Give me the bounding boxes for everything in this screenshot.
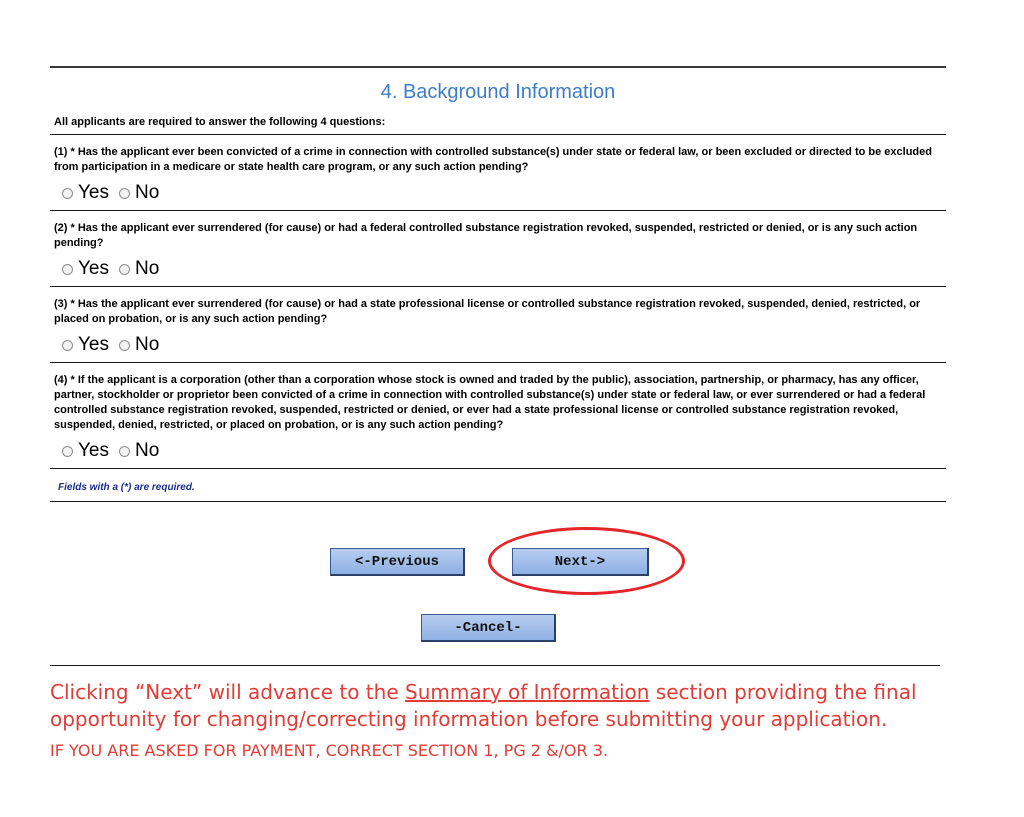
q4-no-radio[interactable] [119,446,130,457]
next-highlight-circle [488,527,685,595]
question-1-answers [54,175,942,210]
annotation-prefix: Clicking “Next” will advance to the [50,680,405,704]
q1-yes-label[interactable]: Yes [78,182,109,203]
q2-no-label[interactable]: No [135,258,160,279]
background-info-form [50,66,946,502]
q3-no-radio[interactable] [119,340,130,351]
q3-no-option[interactable] [119,334,159,356]
question-4-answers [54,433,942,468]
q3-yes-option[interactable] [62,334,109,356]
annotation-payment-warning: IF YOU ARE ASKED FOR PAYMENT, CORRECT SECTION 1, PG 2 &/OR 3. [50,741,608,760]
q4-no-label[interactable]: No [135,440,160,461]
question-3-text: (3) * Has the applicant ever surrendered (for cause) or had a state professional license or controlled substance registration revoked, suspended, denied, restricted, or placed on probation, or is any such action pending? [54,298,921,325]
q1-yes-option[interactable] [62,182,109,204]
previous-button[interactable]: <-Previous [330,548,465,576]
question-2-answers [54,251,942,286]
cancel-button[interactable]: -Cancel- [421,614,556,642]
bottom-divider [50,665,940,666]
q4-yes-option[interactable] [62,440,109,462]
q2-yes-option[interactable] [62,258,109,280]
question-4-text: (4) * If the applicant is a corporation (other than a corporation whose stock is owned and traded by the public), association, partnership, or pharmacy, has any officer, partner, stockholder or proprietor been convicted of a crime in connection with controlled substance(s) under state or federal law, or ever surrendered or had a federal controlled substance registration revoked, suspended, restricted or denied, or ever had a state professional license or controlled substance registration revoked, suspended, denied, restricted, or placed on probation, or is any such action pending? [54,374,926,431]
q1-no-option[interactable] [119,182,159,204]
question-block-4 [50,363,946,468]
top-divider [50,66,946,68]
question-3-answers [54,327,942,362]
q3-yes-radio[interactable] [62,340,73,351]
annotation-suffix: section providing the final opportunity for changing/correcting information before submitting your application. [50,680,917,731]
question-block-2 [50,211,946,286]
required-fields-note: Fields with a (*) are required. [58,482,195,493]
question-block-1 [50,135,946,210]
summary-of-information-text: Summary of Information [405,680,650,704]
q2-no-radio[interactable] [119,264,130,275]
next-button[interactable]: Next-> [512,548,649,576]
q3-no-label[interactable]: No [135,334,160,355]
q4-yes-label[interactable]: Yes [78,440,109,461]
section-title: 4. Background Information [380,81,616,103]
q1-no-label[interactable]: No [135,182,160,203]
q1-no-radio[interactable] [119,188,130,199]
q2-yes-label[interactable]: Yes [78,258,109,279]
question-1-text: (1) * Has the applicant ever been convicted of a crime in connection with controlled substance(s) under state or federal law, or been excluded or directed to be excluded from participation in a medicare or state health care program, or any such action pending? [54,146,932,173]
q1-yes-radio[interactable] [62,188,73,199]
q2-yes-radio[interactable] [62,264,73,275]
q4-yes-radio[interactable] [62,446,73,457]
divider [50,501,946,502]
q2-no-option[interactable] [119,258,159,280]
question-2-text: (2) * Has the applicant ever surrendered (for cause) or had a federal controlled substance registration revoked, suspended, restricted or denied, or is any such action pending? [54,222,918,249]
annotation-next-explanation [50,679,970,733]
q4-no-option[interactable] [119,440,159,462]
question-block-3 [50,287,946,362]
intro-text: All applicants are required to answer the following 4 questions: [54,116,386,128]
q3-yes-label[interactable]: Yes [78,334,109,355]
